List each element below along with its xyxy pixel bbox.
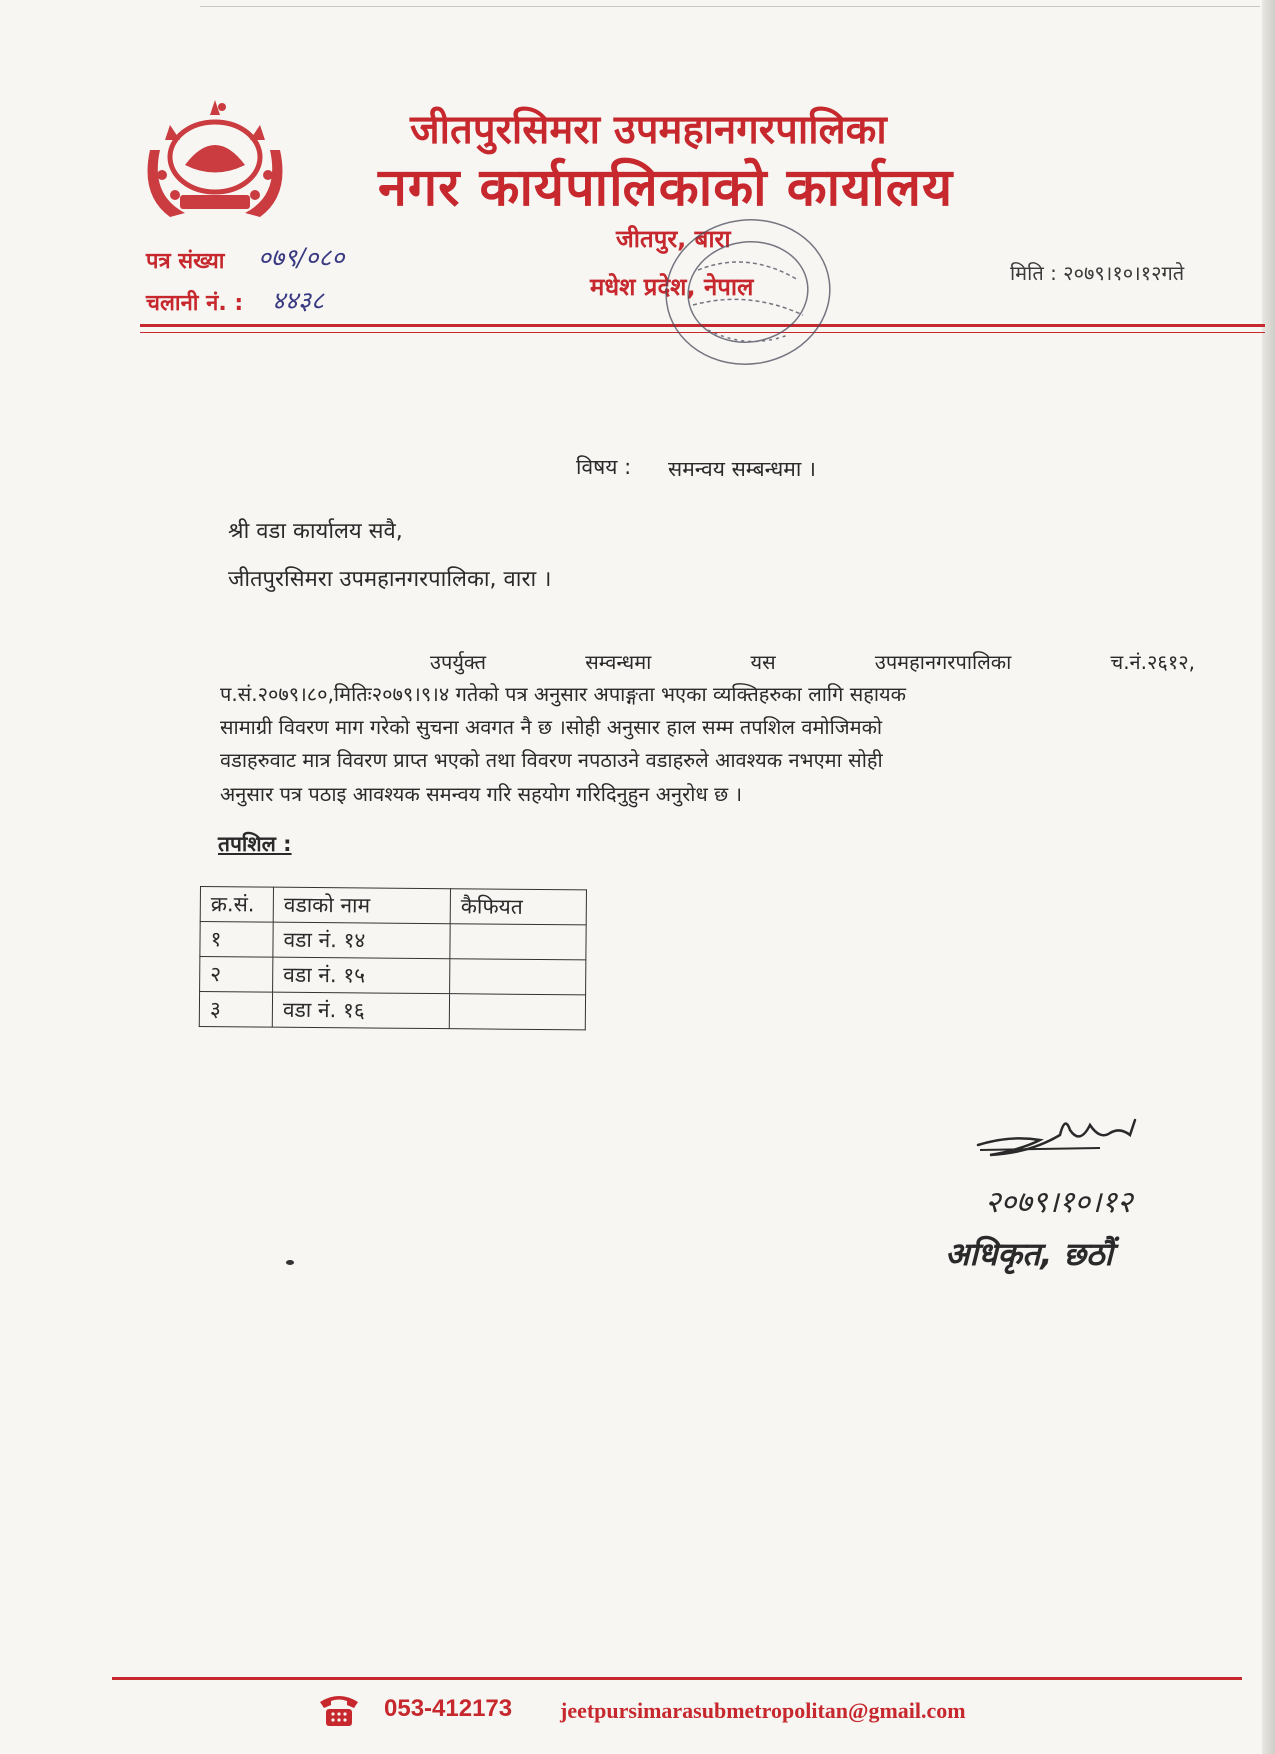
body-word: उपमहानगरपालिका [874,650,1012,674]
office-title: नगर कार्यपालिकाको कार्यालय [378,158,954,218]
cell-sn: १ [200,922,273,958]
body-line-5: अनुसार पत्र पठाइ आवश्यक समन्वय गरि सहयोग गरिदिनुहुन अनुरोध छ । [220,782,743,806]
footer-phone: 053-412173 [384,1695,513,1722]
body-line-2: प.सं.२०७९।८०,मितिः२०७९।९।४ गतेको पत्र अनुसार अपाङ्गता भएका व्यक्तिहरुका लागि सहायक [220,682,907,706]
table-row [200,922,586,960]
cell-ward-name: वडा नं. १६ [272,992,449,1029]
addressee-line-1: श्री वडा कार्यालय सवै, [228,519,403,544]
column-header-ward-name: वडाको नाम [273,887,450,924]
cell-remarks [450,959,586,995]
telephone-icon [318,1692,360,1728]
body-word: उपर्युक्त [430,650,487,674]
ward-table [199,886,587,1030]
footer-email: jeetpursimarasubmetropolitan@gmail.com [560,1698,966,1723]
footer-rule [112,1677,1242,1680]
body-line-3: सामाग्री विवरण माग गरेको सुचना अवगत नै छ ।सोही अनुसार हाल सम्म तपशिल वमोजिमको [220,715,883,739]
body-word: च.नं.२६१२, [1110,650,1195,674]
office-location: जीतपुर, बारा [616,225,731,253]
cell-remarks [450,924,586,960]
cell-ward-name: वडा नं. १४ [273,922,450,959]
cell-remarks [449,994,585,1030]
table-row [200,957,586,995]
scan-page-edge [1262,0,1275,1754]
column-header-remarks: कैफियत [450,889,586,925]
body-line-1 [220,648,1195,675]
cell-sn: ३ [199,992,272,1028]
office-province: मधेश प्रदेश, नेपाल [590,273,754,301]
scan-mark [286,1260,294,1265]
body-line-4: वडाहरुवाट मात्र विवरण प्राप्त भएको तथा विवरण नपठाउने वडाहरुले आवश्यक नभएमा सोही [220,748,883,772]
body-word: सम्वन्धमा [585,650,652,674]
patra-sankhya-value: ०७९/०८० [258,243,345,272]
signature-date: २०७९।१०।१२ [985,1185,1133,1220]
cell-ward-name: वडा नं. १५ [273,957,450,994]
nepal-emblem-icon [140,95,290,225]
subject-label: विषय : [576,455,632,479]
column-header-sn: क्र.सं. [200,887,273,923]
cell-sn: २ [200,957,273,993]
letter-date: मिति : २०७९।१०।१२गते [1010,261,1185,285]
addressee-line-2: जीतपुरसिमरा उपमहानगरपालिका, वारा । [228,567,552,592]
patra-sankhya-label: पत्र संख्या [146,249,225,274]
signatory-title: अधिकृत, छठौं [945,1235,1113,1273]
signature-icon [970,1105,1150,1165]
table-header-row [200,887,586,925]
subject-text: समन्वय सम्बन्धमा । [668,457,816,481]
table-row [199,992,585,1030]
body-word: यस [750,650,776,674]
tapshil-label: तपशिल : [218,832,292,856]
chalani-label: चलानी नं. : [146,291,244,316]
office-name: जीतपुरसिमरा उपमहानगरपालिका [410,107,887,153]
scan-top-edge [200,6,1260,7]
chalani-value: ४४३८ [272,286,325,315]
office-stamp-icon [658,210,838,380]
